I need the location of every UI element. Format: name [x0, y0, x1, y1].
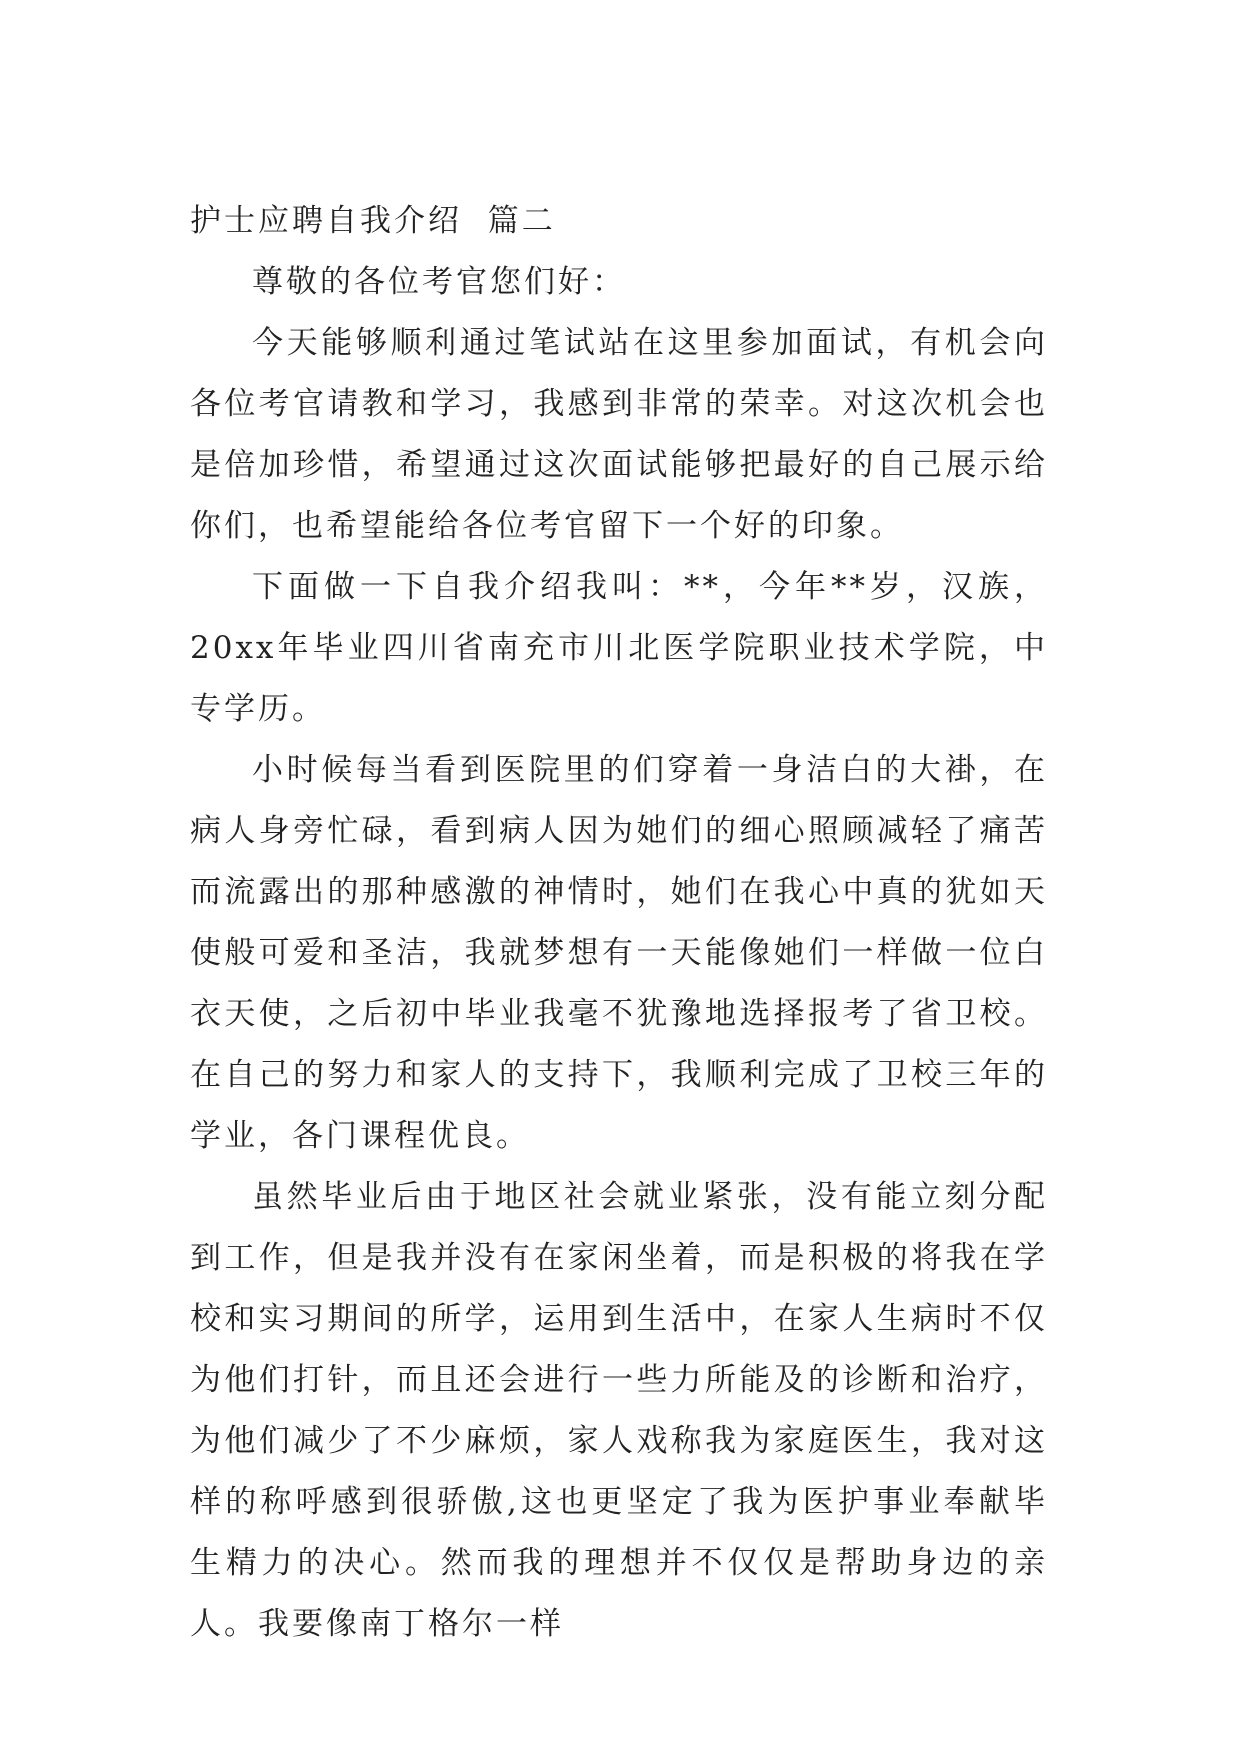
- paragraph-self-introduction: 下面做一下自我介绍我叫：**，今年**岁，汉族，20xx年毕业四川省南充市川北医学院职业技术学院，中专学历。: [190, 569, 1048, 727]
- greeting-line: 尊敬的各位考官您们好：: [252, 264, 626, 300]
- paragraph-after-graduation: 虽然毕业后由于地区社会就业紧张，没有能立刻分配到工作，但是我并没有在家闲坐着，而是积极的将我在学校和实习期间的所学，运用到生活中，在家人生病时不仅为他们打针，而且还会进行一些力所能及的诊断和治疗，为他们减少了不少麻烦，家人戏称我为家庭医生，我对这样的称呼感到很骄傲,这也更坚定了我为医护事业奉献毕生精力的决心。然而我的理想并不仅仅是帮助身边的亲人。我要像南丁格尔一样: [190, 1179, 1048, 1642]
- paragraph-intro: 今天能够顺利通过笔试站在这里参加面试，有机会向各位考官请教和学习，我感到非常的荣幸。对这次机会也是倍加珍惜，希望通过这次面试能够把最好的自己展示给你们，也希望能给各位考官留下一个好的印象。: [190, 325, 1048, 544]
- document-title: 护士应聘自我介绍 篇二: [190, 203, 556, 239]
- paragraph-childhood-dream: 小时候每当看到医院里的们穿着一身洁白的大褂，在病人身旁忙碌，看到病人因为她们的细心照顾减轻了痛苦而流露出的那种感激的神情时，她们在我心中真的犹如天使般可爱和圣洁，我就梦想有一天能像她们一样做一位白衣天使，之后初中毕业我毫不犹豫地选择报考了省卫校。在自己的努力和家人的支持下，我顺利完成了卫校三年的学业，各门课程优良。: [190, 752, 1048, 1154]
- document-body: [190, 190, 1048, 1655]
